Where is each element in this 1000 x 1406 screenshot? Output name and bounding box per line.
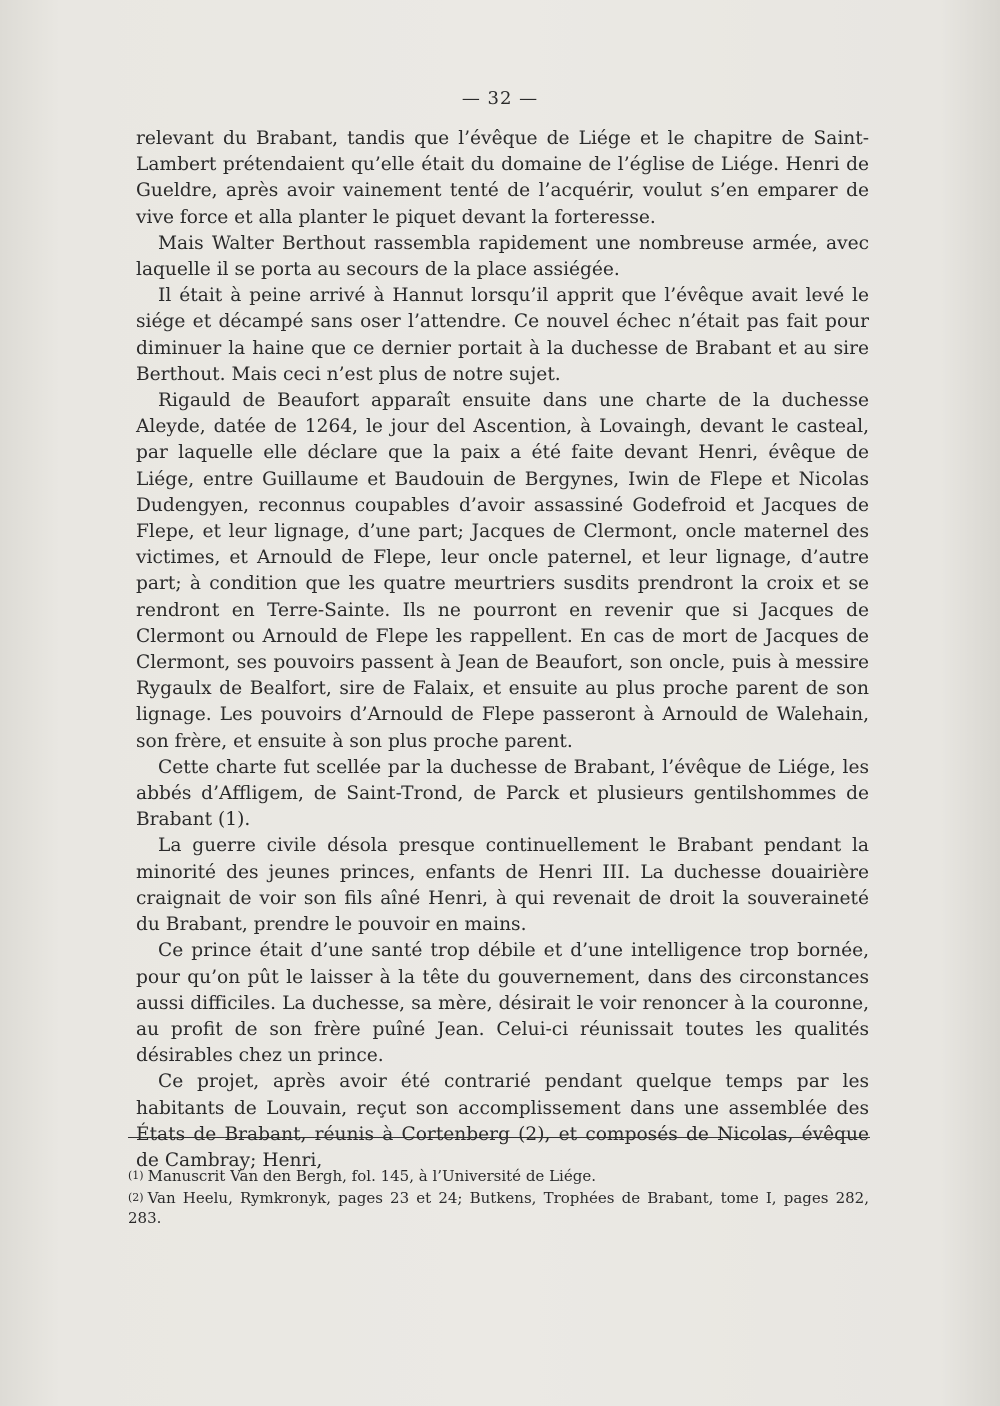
paragraph: Ce prince était d’une santé trop débile et d’une intelligence trop bornée, pour qu’on pût le laisser à la tête du gouvernement, dans des circonstances aussi difficiles. La duchesse, sa mère, désirait le voir renoncer à la couronne, au profit de son frère puîné Jean. Celui-ci réunissait toutes les qualités désirables chez un prince.: [136, 940, 869, 1067]
footnote-divider: [128, 1137, 870, 1138]
paragraph: Rigauld de Beaufort apparaît ensuite dans une charte de la duchesse Aleyde, datée de 1264, le jour del Ascention, à Lovaingh, devant le casteal, par laquelle elle déclare que la paix a été faite devant Henri, évêque de Liége, entre Guillaume et Baudouin de Bergynes, Iwin de Flepe et Nicolas Dudengyen, reconnus coupables d’avoir assassiné Godefroid et Jacques de Flepe, et leur lignage, d’une part; Jacques de Clermont, oncle maternel des victimes, et Arnould de Flepe, leur oncle paternel, et leur lignage, d’autre part; à condition que les quatre meurtriers susdits prendront la croix et se rendront en Terre-Sainte. Ils ne pourront en revenir que si Jacques de Clermont ou Arnould de Flepe les rappellent. En cas de mort de Jacques de Clermont, ses pouvoirs passent à Jean de Beaufort, son oncle, puis à messire Rygaulx de Bealfort, sire de Falaix, et ensuite au plus proche parent de son lignage. Les pouvoirs d’Arnould de Flepe passeront à Arnould de Walehain, son frère, et ensuite à son plus proche parent.: [136, 390, 869, 752]
paragraph: Il était à peine arrivé à Hannut lorsqu’il apprit que l’évêque avait levé le siége et décampé sans oser l’attendre. Ce nouvel échec n’était pas fait pour diminuer la haine que ce dernier portait à la duchesse de Brabant et au sire Berthout. Mais ceci n’est plus de notre sujet.: [136, 285, 869, 385]
page-number: — 32 —: [461, 88, 539, 109]
footnote: [128, 1166, 869, 1186]
footnote-mark: (2): [128, 1191, 144, 1204]
body-text: [136, 126, 869, 1174]
footnote-text: Van Heelu, Rymkronyk, pages 23 et 24; Butkens, Trophées de Brabant, tome I, pages 282, 283.: [128, 1189, 869, 1227]
footnote-mark: (1): [128, 1169, 144, 1182]
paragraph: Mais Walter Berthout rassembla rapidement une nombreuse armée, avec laquelle il se porta au secours de la place assiégée.: [136, 232, 869, 281]
footnotes: [128, 1166, 869, 1230]
paragraph: relevant du Brabant, tandis que l’évêque de Liége et le chapitre de Saint-Lambert prétendaient qu’elle était du domaine de l’église de Liége. Henri de Gueldre, après avoir vainement tenté de l’acquérir, voulut s’en emparer de vive force et alla planter le piquet devant la forteresse.: [136, 128, 869, 228]
footnote-text: Manuscrit Van den Bergh, fol. 145, à l’Université de Liége.: [147, 1167, 596, 1185]
paragraph: Ce projet, après avoir été contrarié pendant quelque temps par les habitants de Louvain, reçut son accomplissement dans une assemblée des États de Brabant, réunis à Cortenberg (2), et composés de Nicolas, évêque de Cambray; Henri,: [136, 1071, 869, 1171]
paragraph: La guerre civile désola presque continuellement le Brabant pendant la minorité des jeunes princes, enfants de Henri III. La duchesse douairière craignait de voir son fils aîné Henri, à qui revenait de droit la souveraineté du Brabant, prendre le pouvoir en mains.: [136, 835, 869, 936]
paragraph: Cette charte fut scellée par la duchesse de Brabant, l’évêque de Liége, les abbés d’Affligem, de Saint-Trond, de Parck et plusieurs gentilshommes de Brabant (1).: [136, 756, 869, 831]
footnote: [128, 1188, 869, 1228]
